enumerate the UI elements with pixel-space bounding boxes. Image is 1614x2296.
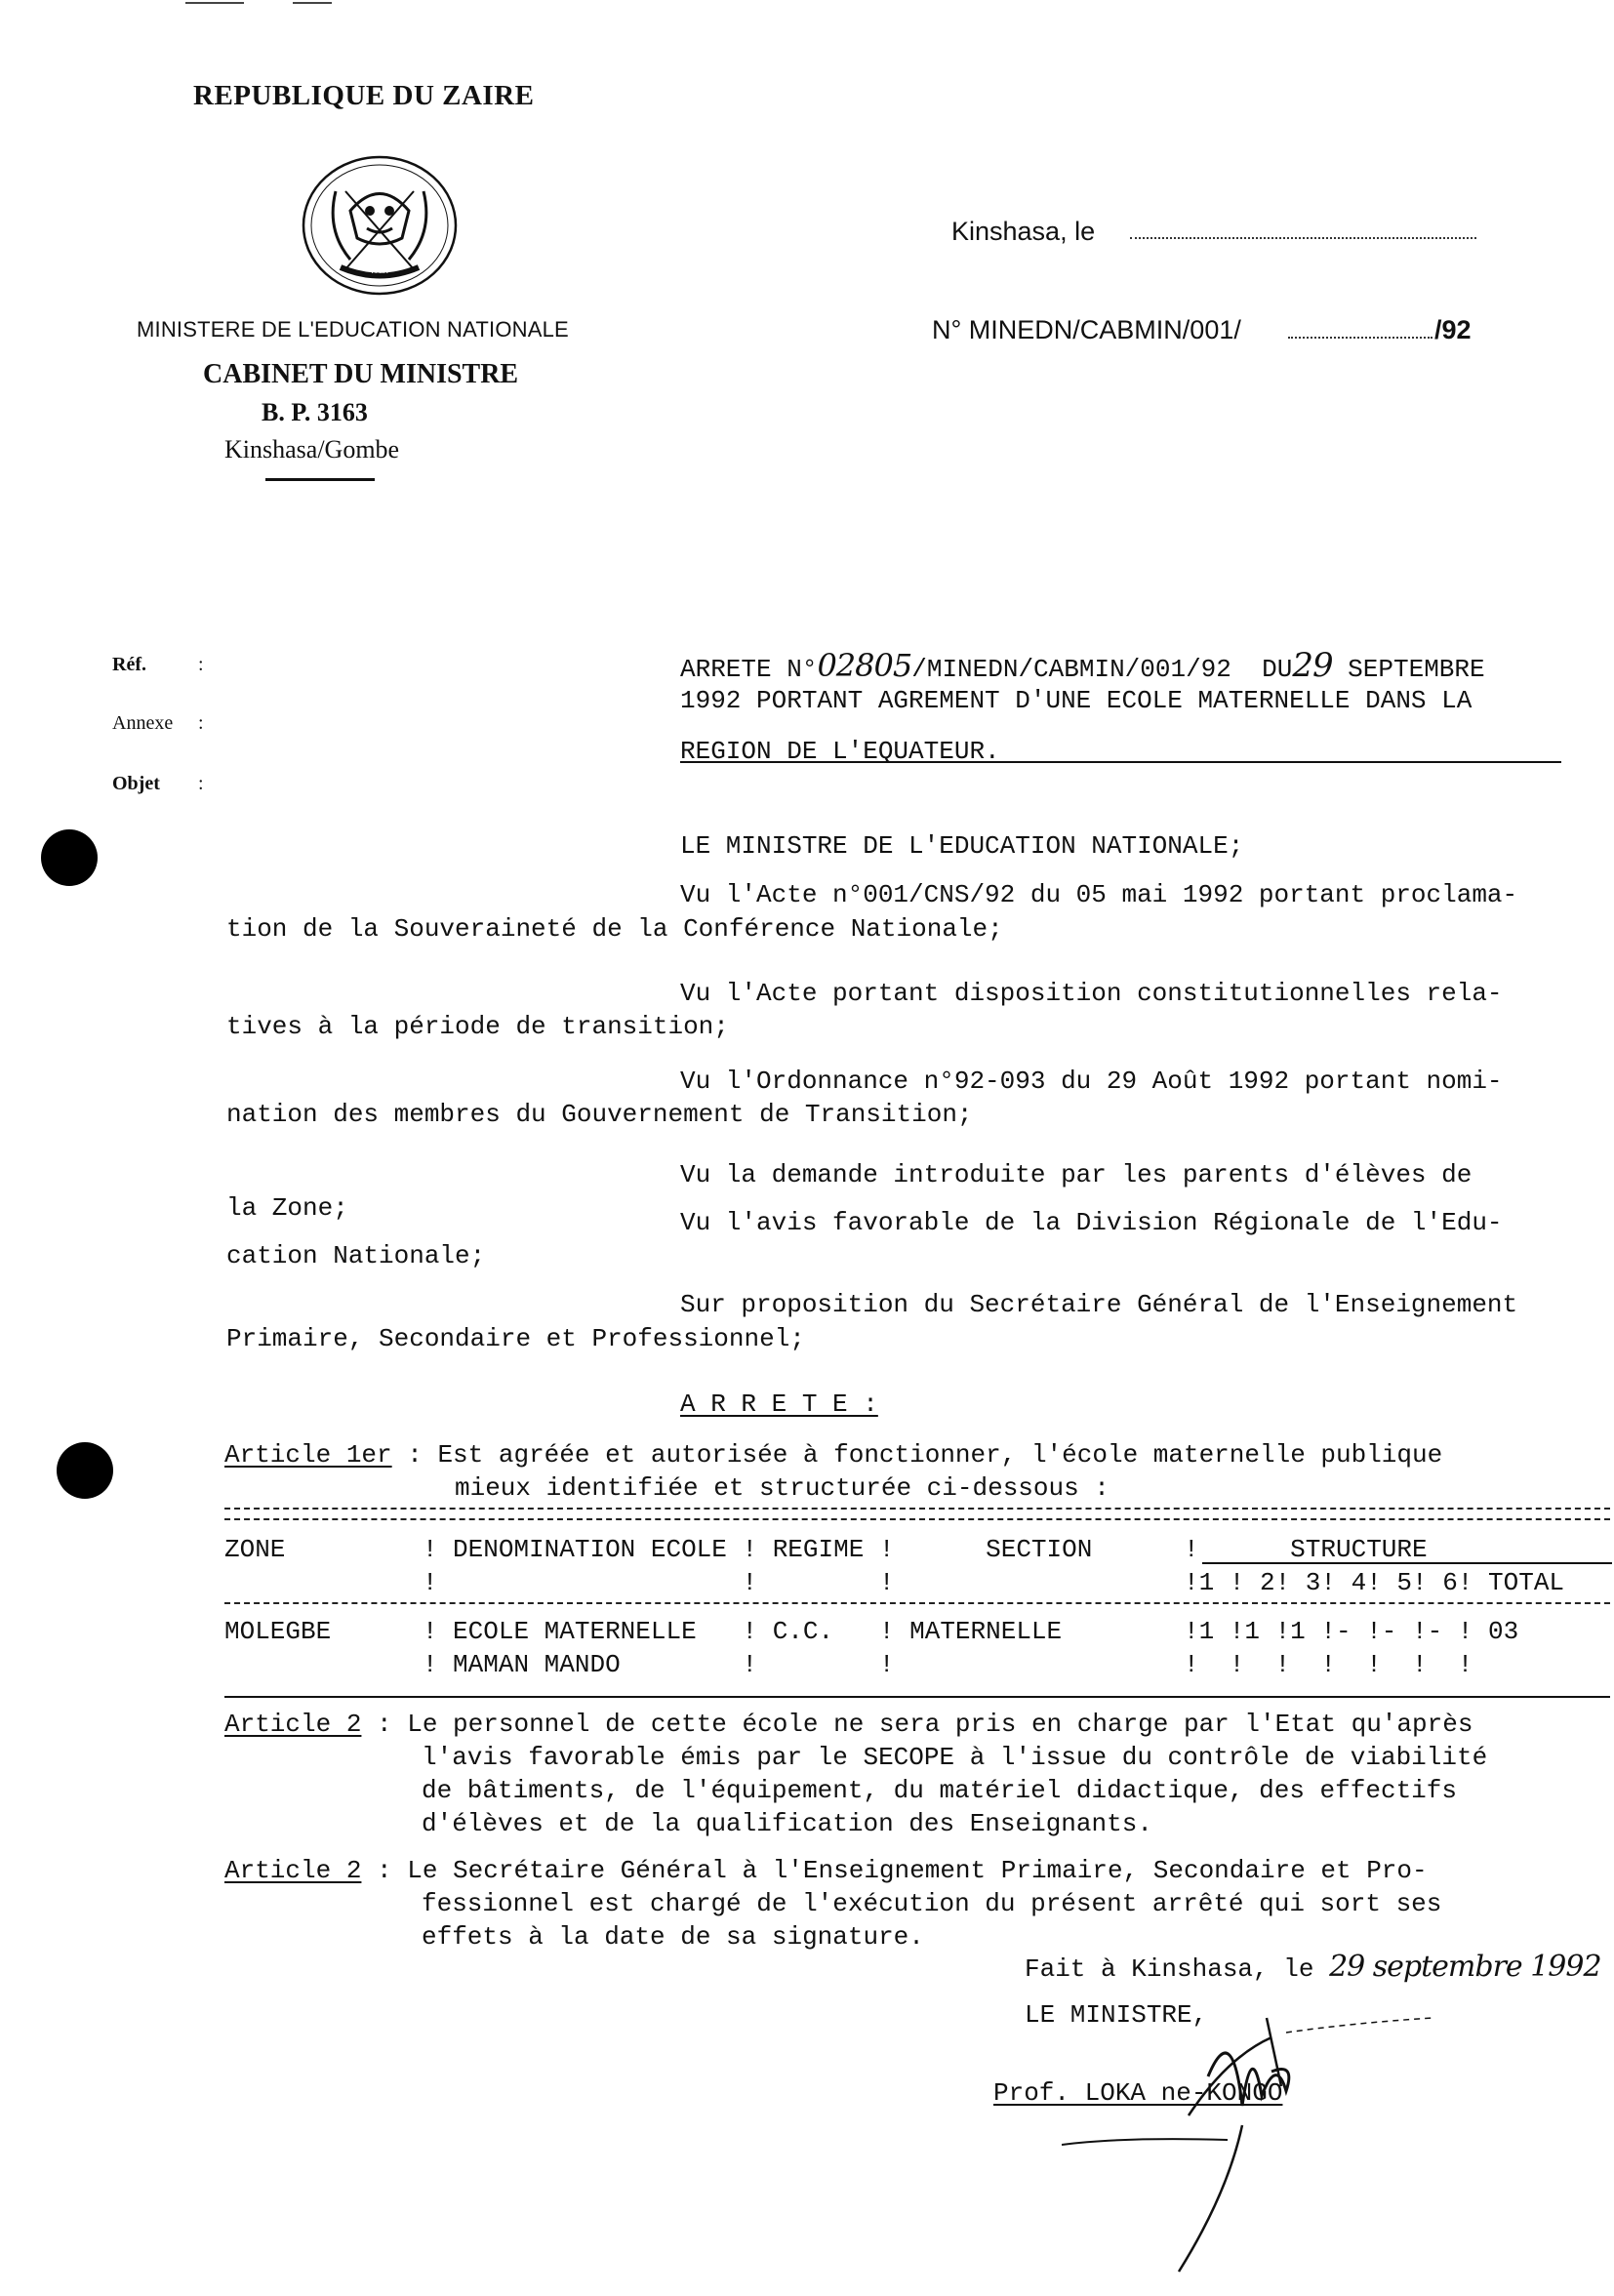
reference-number-prefix: N° MINEDN/CABMIN/001/ (932, 315, 1241, 344)
bp-box: B. P. 3163 (262, 398, 368, 426)
article-3-line-2: fessionnel est chargé de l'exécution du présent arrêté qui sort ses (422, 1889, 1442, 1918)
scan-mark (185, 2, 244, 4)
coat-of-arms-emblem (289, 135, 455, 281)
table-row: ! MAMAN MANDO ! ! ! ! ! ! ! ! ! (224, 1650, 1473, 1679)
article-2-line-4: d'élèves et de la qualification des Enseignants. (422, 1809, 1152, 1838)
table-header-row-2: ! ! ! !1 ! 2! 3! 4! 5! 6! TOTAL (224, 1568, 1565, 1597)
article-1-line-2: mieux identifiée et structurée ci-dessous : (455, 1473, 1110, 1503)
article-2-line-2: l'avis favorable émis par le SECOPE à l'issue du contrôle de viabilité (422, 1743, 1488, 1772)
table-row: MOLEGBE ! ECOLE MATERNELLE ! C.C. ! MATERNELLE !1 !1 !1 !- !- !- ! 03 (224, 1617, 1519, 1646)
minister-title: LE MINISTRE, (1025, 2000, 1208, 2030)
vu3-line-b: nation des membres du Gouvernement de Transition; (226, 1100, 973, 1129)
table-header-rule (224, 1602, 1610, 1604)
subject-line-2: 1992 PORTANT AGREMENT D'UNE ECOLE MATERNELLE DANS LA (680, 686, 1473, 715)
emblem-motto: PAIX (371, 266, 388, 275)
article-1-line-1: Article 1er : Est agréée et autorisée à fonctionner, l'école maternelle publique (224, 1440, 1443, 1470)
minister-name: Prof. LOKA ne-KONGO (993, 2078, 1283, 2108)
objet-colon: : (198, 773, 204, 794)
scan-mark (293, 2, 332, 4)
vu2-line-b: tives à la période de transition; (226, 1012, 729, 1041)
article-2-line-1: Article 2 : Le personnel de cette école ne sera pris en charge par l'Etat qu'après (224, 1710, 1473, 1739)
subject-underline (680, 761, 1561, 763)
article-3-line-3: effets à la date de sa signature. (422, 1922, 924, 1952)
objet-label: Objet (112, 773, 160, 794)
ref-label: Réf. (112, 654, 146, 675)
subject-line-1: ARRETE N°02805/MINEDN/CABMIN/001/92 DU29 SEPTEMBRE (680, 646, 1485, 685)
structure-underline (1202, 1562, 1612, 1564)
vu1-line-a: Vu l'Acte n°001/CNS/92 du 05 mai 1992 portant proclama- (680, 880, 1518, 909)
vu5-line-b: cation Nationale; (226, 1241, 486, 1270)
date-blank-line (1130, 237, 1476, 239)
handwritten-date: 29 septembre 1992 (1329, 1950, 1601, 1984)
cabinet-name: CABINET DU MINISTRE (203, 359, 519, 389)
ministry-name: MINISTERE DE L'EDUCATION NATIONALE (137, 317, 569, 342)
annexe-label: Annexe (112, 712, 174, 734)
vu1-line-b: tion de la Souveraineté de la Conférence Nationale; (226, 914, 1003, 944)
vu3-line-a: Vu l'Ordonnance n°92-093 du 29 Août 1992 portant nomi- (680, 1067, 1503, 1096)
vu6-line-a: Sur proposition du Secrétaire Général de l'Enseignement (680, 1290, 1518, 1319)
vu6-line-b: Primaire, Secondaire et Professionnel; (226, 1324, 805, 1353)
ref-colon: : (198, 654, 204, 675)
republic-heading: REPUBLIQUE DU ZAIRE (193, 80, 535, 111)
header-rule (265, 478, 375, 481)
table-header-row-1: ZONE ! DENOMINATION ECOLE ! REGIME ! SECTION ! STRUCTURE (224, 1535, 1428, 1564)
table-top-rule (224, 1508, 1610, 1510)
reference-number-suffix: /92 (1434, 315, 1472, 344)
article-3-line-1: Article 2 : Le Secrétaire Général à l'Enseignement Primaire, Secondaire et Pro- (224, 1856, 1428, 1885)
punch-hole (41, 829, 98, 886)
vu4-line-b: la Zone; (226, 1193, 348, 1223)
number-blank-line (1288, 337, 1432, 339)
handwritten-signature (1054, 1961, 1483, 2274)
vu2-line-a: Vu l'Acte portant disposition constitutionnelles rela- (680, 979, 1503, 1008)
city-name: Kinshasa/Gombe (224, 435, 400, 463)
table-top-rule-2 (224, 1518, 1610, 1520)
punch-hole (57, 1442, 113, 1499)
place-date-label: Kinshasa, le (951, 217, 1096, 246)
article-2-line-3: de bâtiments, de l'équipement, du matériel didactique, des effectifs (422, 1776, 1457, 1805)
fait-a-line: Fait à Kinshasa, le 29 septembre 1992 (1025, 1950, 1601, 1984)
subject-line-3: REGION DE L'EQUATEUR. (680, 737, 1000, 766)
arrete-heading: A R R E T E : (680, 1390, 878, 1419)
minister-heading: LE MINISTRE DE L'EDUCATION NATIONALE; (680, 831, 1244, 861)
table-bottom-rule (224, 1696, 1610, 1698)
vu4-line-a: Vu la demande introduite par les parents d'élèves de (680, 1160, 1473, 1189)
annexe-colon: : (198, 712, 204, 734)
vu5-line-a: Vu l'avis favorable de la Division Régionale de l'Edu- (680, 1208, 1503, 1237)
